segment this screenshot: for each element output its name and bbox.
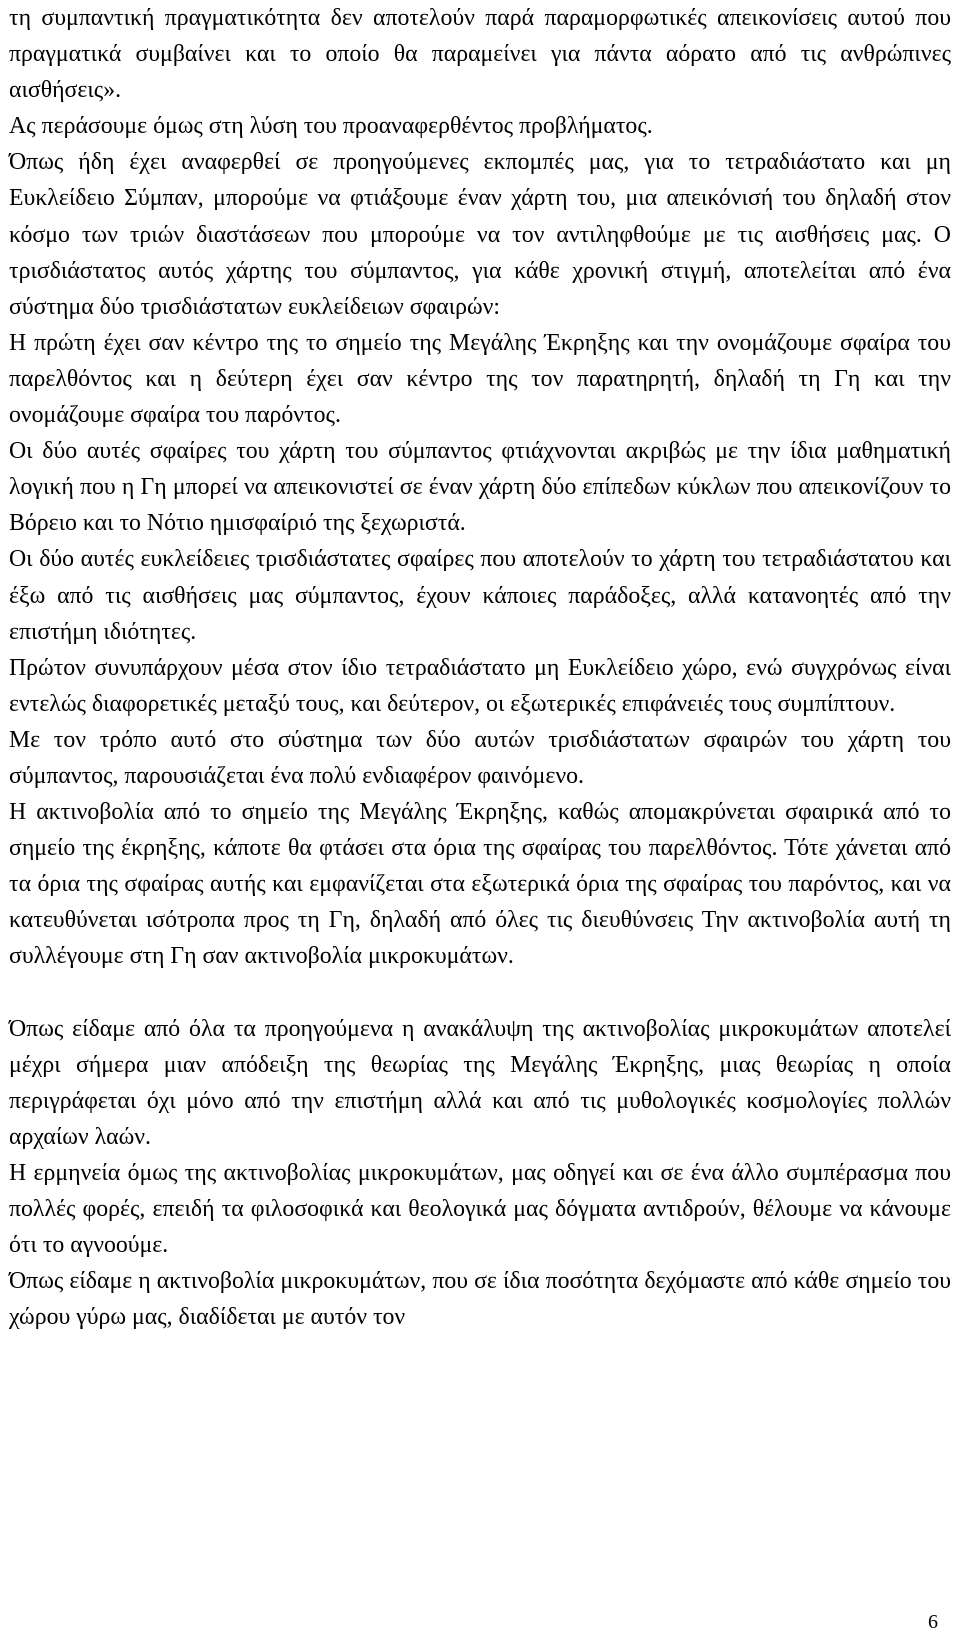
paragraph-6: Οι δύο αυτές ευκλείδειες τρισδιάστατες σφαίρες που αποτελούν το χάρτη του τετραδιάστατου και έξω από τις αισθήσεις μας σύμπαντος, έχουν κάποιες παράδοξες, αλλά κατανοητές από την επιστήμη ιδιότητες. <box>9 546 951 645</box>
paragraph-5: Οι δύο αυτές σφαίρες του χάρτη του σύμπαντος φτιάχνονται ακριβώς με την ίδια μαθηματική λογική που η Γη μπορεί να απεικονιστεί σε έναν χάρτη δύο επίπεδων κύκλων που απεικονίζουν το Βόρειο και το Νότιο ημισφαίριό της ξεχωριστά. <box>9 438 951 537</box>
paragraph-3: Όπως ήδη έχει αναφερθεί σε προηγούμενες εκπομπές μας, για το τετραδιάστατο και μη Ευκλείδειο Σύμπαν, μπορούμε να φτιάξουμε έναν χάρτη του, μια απεικόνισή του δηλαδή στον κόσμο των τριών διαστάσεων που μπορούμε να τον αντιληφθούμε με τις αισθήσεις μας. Ο τρισδιάστατος αυτός χάρτης του σύμπαντος, για κάθε χρονική στιγμή, αποτελείται από ένα σύστημα δύο τρισδιάστατων ευκλείδειων σφαιρών: <box>9 149 951 320</box>
paragraph-2: Ας περάσουμε όμως στη λύση του προαναφερθέντος προβλήματος. <box>9 113 653 140</box>
paragraph-9: Η ακτινοβολία από το σημείο της Μεγάλης Έκρηξης, καθώς απομακρύνεται σφαιρικά από το σημείο της έκρηξης, κάποτε θα φτάσει στα όρια της σφαίρας του παρελθόντος. Τότε χάνεται από τα όρια της σφαίρας αυτής και εμφανίζεται στα εξωτερικά όρια της σφαίρας του παρόντος, και να κατευθύνεται ισότροπα προς τη Γη, δηλαδή από όλες τις διευθύνσεις Την ακτινοβολία αυτή τη συλλέγουμε στη Γη σαν ακτινοβολία μικροκυμάτων. <box>9 799 951 970</box>
paragraph-8: Με τον τρόπο αυτό στο σύστημα των δύο αυτών τρισδιάστατων σφαιρών του χάρτη του σύμπαντος, παρουσιάζεται ένα πολύ ενδιαφέρον φαινόμενο. <box>9 726 951 789</box>
paragraph-12: Όπως είδαμε η ακτινοβολία μικροκυμάτων, που σε ίδια ποσότητα δεχόμαστε από κάθε σημείο του χώρου γύρω μας, διαδίδεται με αυτόν τον <box>9 1268 951 1331</box>
paragraph-7: Πρώτον συνυπάρχουν μέσα στον ίδιο τετραδιάστατο μη Ευκλείδειο χώρο, ενώ συγχρόνως είναι εντελώς διαφορετικές μεταξύ τους, και δεύτερον, οι εξωτερικές επιφάνειές τους συμπίπτουν. <box>9 654 951 717</box>
paragraph-11: Η ερμηνεία όμως της ακτινοβολίας μικροκυμάτων, μας οδηγεί και σε ένα άλλο συμπέρασμα που πολλές φορές, επειδή τα φιλοσοφικά και θεολογικά μας δόγματα αντιδρούν, θέλουμε να κάνουμε ότι το αγνοούμε. <box>9 1159 951 1259</box>
page-number: 6 <box>928 1611 938 1633</box>
paragraph-10: Όπως είδαμε από όλα τα προηγούμενα η ανακάλυψη της ακτινοβολίας μικροκυμάτων αποτελεί μέχρι σήμερα μιαν απόδειξη της θεωρίας της Μεγάλης Έκρηξης, μιας θεωρίας η οποία περιγράφεται όχι μόνο από την επιστήμη αλλά και από τις μυθολογικές κοσμολογίες πολλών αρχαίων λαών. <box>9 1015 951 1150</box>
paragraph-4: Η πρώτη έχει σαν κέντρο της το σημείο της Μεγάλης Έκρηξης και την ονομάζουμε σφαίρα του παρελθόντος και η δεύτερη έχει σαν κέντρο της τον παρατηρητή, δηλαδή τη Γη και την ονομάζουμε σφαίρα του παρόντος. <box>9 329 951 429</box>
document-page <box>9 0 951 1335</box>
paragraph-1: τη συμπαντική πραγματικότητα δεν αποτελούν παρά παραμορφωτικές απεικονίσεις αυτού που πραγματικά συμβαίνει και το οποίο θα παραμείνει για πάντα αόρατο από τις ανθρώπινες αισθήσεις». <box>9 5 951 104</box>
